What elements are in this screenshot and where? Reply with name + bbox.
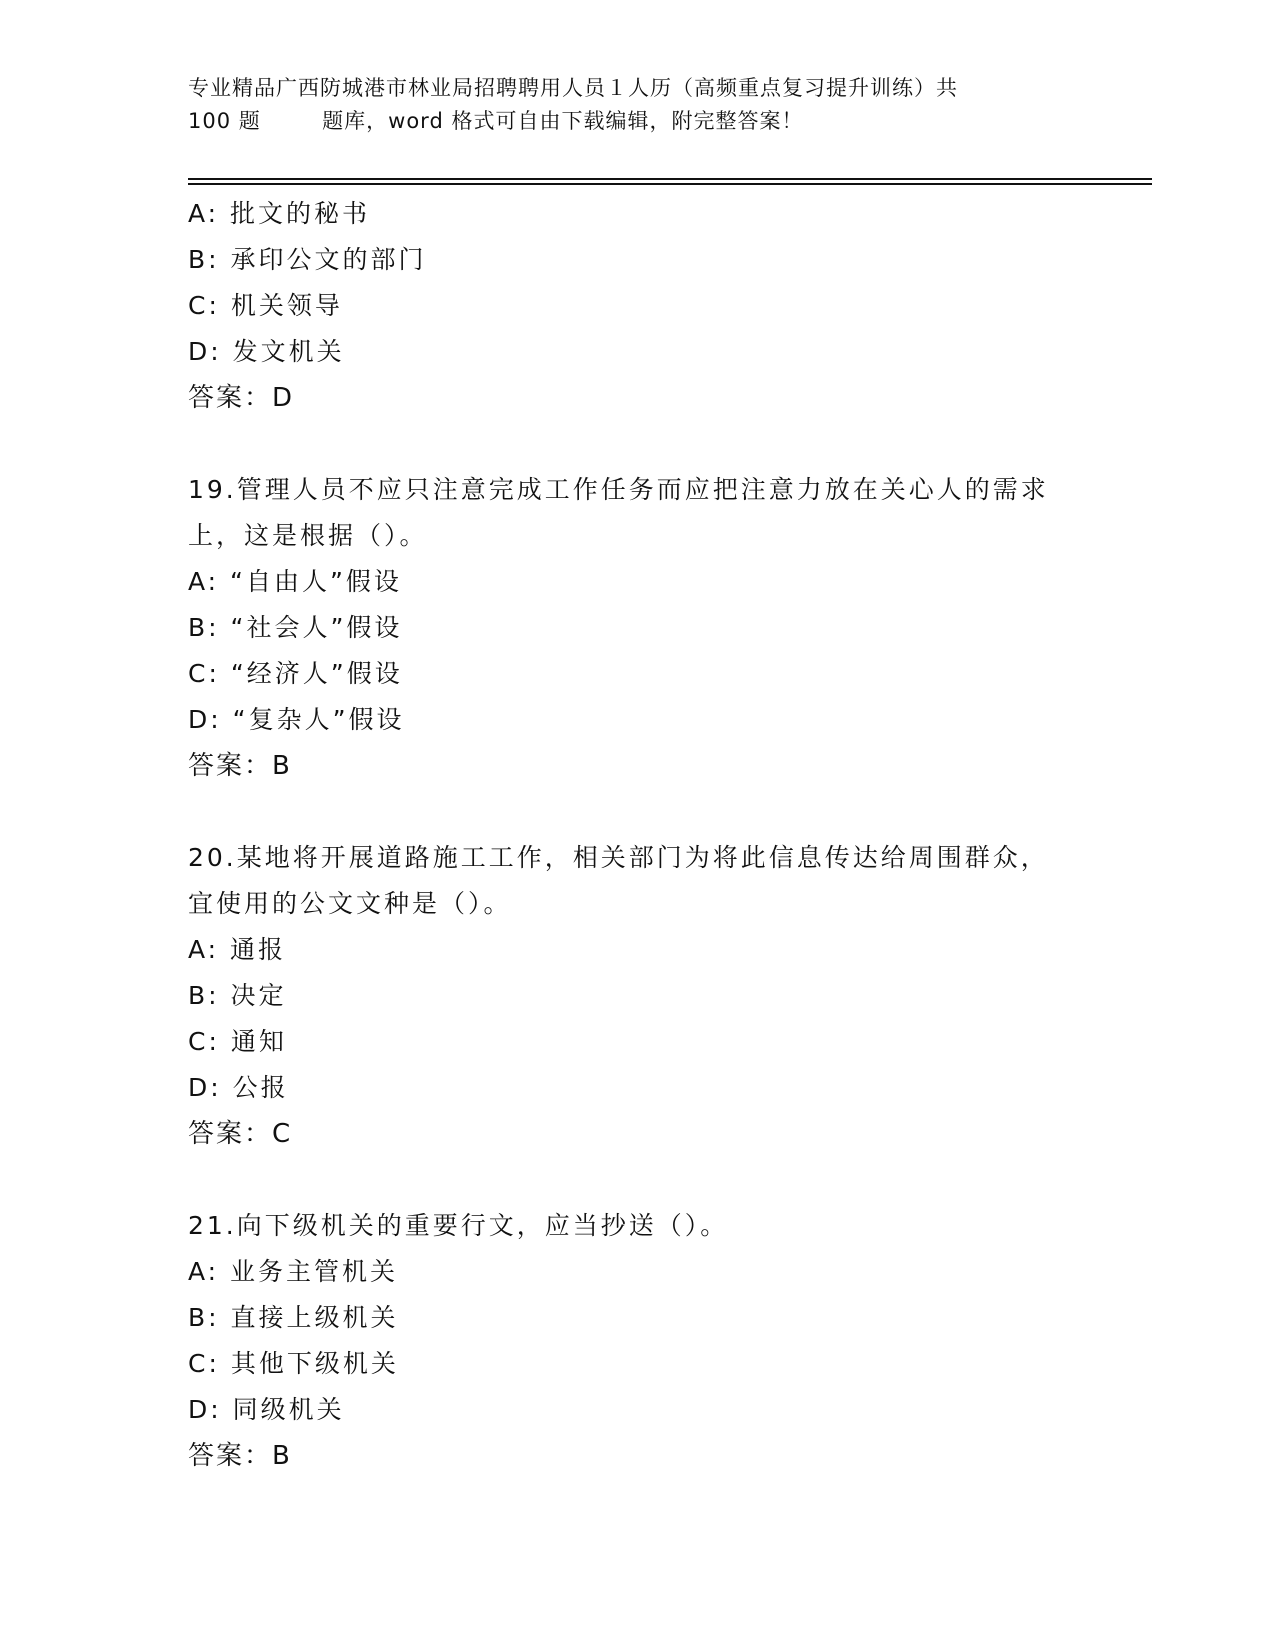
answer-line (188, 743, 1088, 789)
option-a: A: “自由人”假设 (188, 567, 402, 596)
question-20 (188, 835, 1088, 1157)
answer-line (188, 1433, 1088, 1479)
answer-label: 答案： (188, 1441, 273, 1471)
question-19 (188, 467, 1088, 789)
option-d: D: 公报 (188, 1073, 289, 1102)
option-d: D: “复杂人”假设 (188, 705, 405, 734)
document-header (188, 72, 1088, 138)
option-a: A: 批文的秘书 (188, 199, 371, 228)
header-title-line1: 专业精品广西防城港市林业局招聘聘用人员１人历（高频重点复习提升训练）共 (188, 76, 958, 100)
answer-value: B (272, 751, 291, 781)
option-b: B: 直接上级机关 (188, 1303, 399, 1332)
option-d: D: 发文机关 (188, 337, 345, 366)
answer-label: 答案： (188, 751, 273, 781)
question-stem-line1: 19.管理人员不应只注意完成工作任务而应把注意力放在关心人的需求 (188, 475, 1049, 504)
question-21 (188, 1203, 1088, 1479)
question-list (188, 191, 1088, 1479)
option-b: B: 承印公文的部门 (188, 245, 427, 274)
header-divider-bottom (188, 183, 1152, 185)
question-stem-line2: 宜使用的公文文种是（）。 (188, 889, 512, 918)
option-a: A: 通报 (188, 935, 287, 964)
option-c: C: 通知 (188, 1027, 287, 1056)
answer-label: 答案： (188, 1119, 273, 1149)
header-divider-top (188, 178, 1152, 180)
answer-label: 答案： (188, 383, 273, 413)
answer-value: B (272, 1441, 291, 1471)
option-c: C: 其他下级机关 (188, 1349, 399, 1378)
question-stem-line1: 20.某地将开展道路施工工作，相关部门为将此信息传达给周围群众， (188, 843, 1049, 872)
spacer (188, 421, 1088, 467)
question-stem-line1: 21.向下级机关的重要行文，应当抄送（）。 (188, 1211, 729, 1240)
option-a: A: 业务主管机关 (188, 1257, 399, 1286)
header-title-line2: 100 题 题库，word 格式可自由下载编辑，附完整答案！ (188, 109, 804, 133)
question-stem-line2: 上，这是根据（）。 (188, 521, 428, 550)
option-c: C: 机关领导 (188, 291, 343, 320)
answer-value: D (272, 383, 294, 413)
option-c: C: “经济人”假设 (188, 659, 403, 688)
option-b: B: 决定 (188, 981, 287, 1010)
continued-question (188, 191, 1088, 421)
spacer (188, 1157, 1088, 1203)
option-d: D: 同级机关 (188, 1395, 345, 1424)
answer-value: C (272, 1119, 292, 1149)
answer-line (188, 1111, 1088, 1157)
answer-line (188, 375, 1088, 421)
option-b: B: “社会人”假设 (188, 613, 403, 642)
spacer (188, 789, 1088, 835)
